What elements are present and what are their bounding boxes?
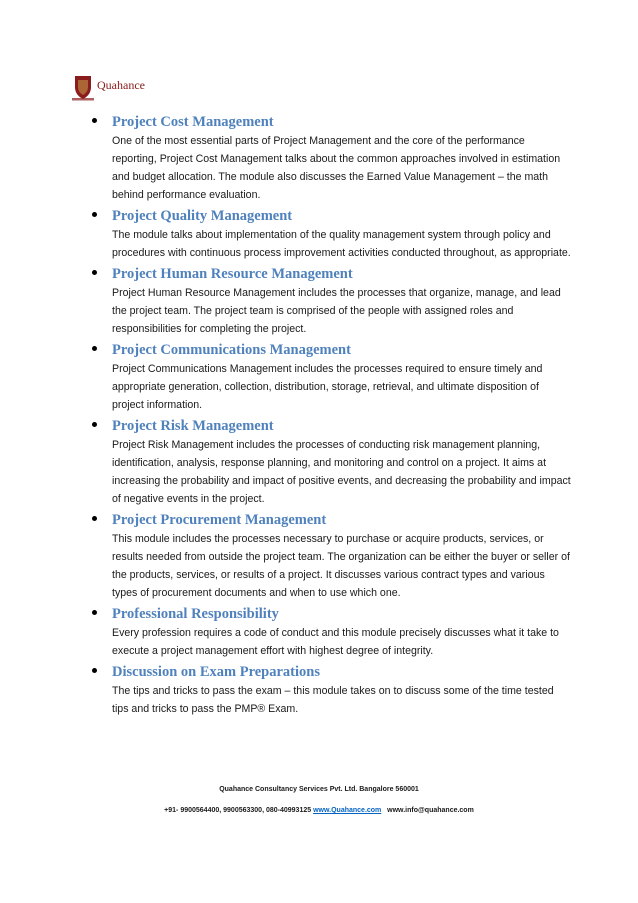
section-title: Project Procurement Management <box>112 512 327 528</box>
section-title: Discussion on Exam Preparations <box>112 664 320 680</box>
section-quality-management <box>92 206 572 262</box>
website-link[interactable]: www.Quahance.com <box>313 807 382 814</box>
section-body: The tips and tricks to pass the exam – this module takes on to discuss some of the time tested tips and tricks to pass the PMP® Exam. <box>112 685 554 715</box>
section-title: Project Human Resource Management <box>112 266 353 282</box>
footer-contact <box>0 807 638 814</box>
bullet-icon <box>92 118 97 123</box>
bullet-icon <box>92 212 97 217</box>
company-logo <box>72 72 145 102</box>
section-communications-management <box>92 340 572 414</box>
section-title: Project Cost Management <box>112 114 274 130</box>
section-body: Project Communications Management includes the processes required to ensure timely and appropriate generation, collection, distribution, storage, retrieval, and ultimate disposition of project information. <box>112 363 543 411</box>
bullet-icon <box>92 668 97 673</box>
bullet-icon <box>92 346 97 351</box>
section-title: Professional Responsibility <box>112 606 279 622</box>
phone-numbers: +91- 9900564400, 9900563300, 080-40993125 <box>164 807 312 814</box>
section-title: Project Quality Management <box>112 208 293 224</box>
section-title: Project Risk Management <box>112 418 274 434</box>
bullet-icon <box>92 610 97 615</box>
section-body: Project Risk Management includes the processes of conducting risk management planning, identification, analysis, response planning, and monitoring and control on a project. It aims at increasing the probability and impact of positive events, and decreasing the probability and impact of negative events in the project. <box>112 439 571 505</box>
section-title: Project Communications Management <box>112 342 351 358</box>
section-human-resource-management <box>92 264 572 338</box>
section-body: This module includes the processes necessary to purchase or acquire products, services, or results needed from outside the project team. The organization can be either the buyer or seller of the products, services, or results of a project. It discusses various contract types and various types of procurement documents and when to use which one. <box>112 533 570 599</box>
logo-text: Quahance <box>97 77 145 92</box>
section-body: Project Human Resource Management includes the processes that organize, manage, and lead the project team. The project team is comprised of the people with assigned roles and responsibilities for completing the project. <box>112 287 561 335</box>
bullet-icon <box>92 270 97 275</box>
email-address: www.info@quahance.com <box>387 807 474 814</box>
section-professional-responsibility <box>92 604 572 660</box>
section-body: Every profession requires a code of conduct and this module precisely discusses what it take to execute a project management effort with highest degree of integrity. <box>112 627 559 657</box>
footer-company <box>0 786 638 793</box>
section-risk-management <box>92 416 572 508</box>
bullet-icon <box>92 422 97 427</box>
section-body: One of the most essential parts of Project Management and the core of the performance reporting, Project Cost Management talks about the common approaches involved in estimation and budget allocation. The module also discusses the Earned Value Management – the math behind performance evaluation. <box>112 135 561 201</box>
shield-crest-icon <box>72 72 94 102</box>
section-cost-management <box>92 112 572 204</box>
module-list <box>92 112 572 720</box>
section-procurement-management <box>92 510 572 602</box>
company-address: Quahance Consultancy Services Pvt. Ltd. Bangalore 560001 <box>219 786 419 793</box>
section-body: The module talks about implementation of the quality management system through policy and procedures with continuous process improvement activities conducted throughout, as appropriate. <box>112 229 571 259</box>
section-exam-preparations <box>92 662 572 718</box>
bullet-icon <box>92 516 97 521</box>
